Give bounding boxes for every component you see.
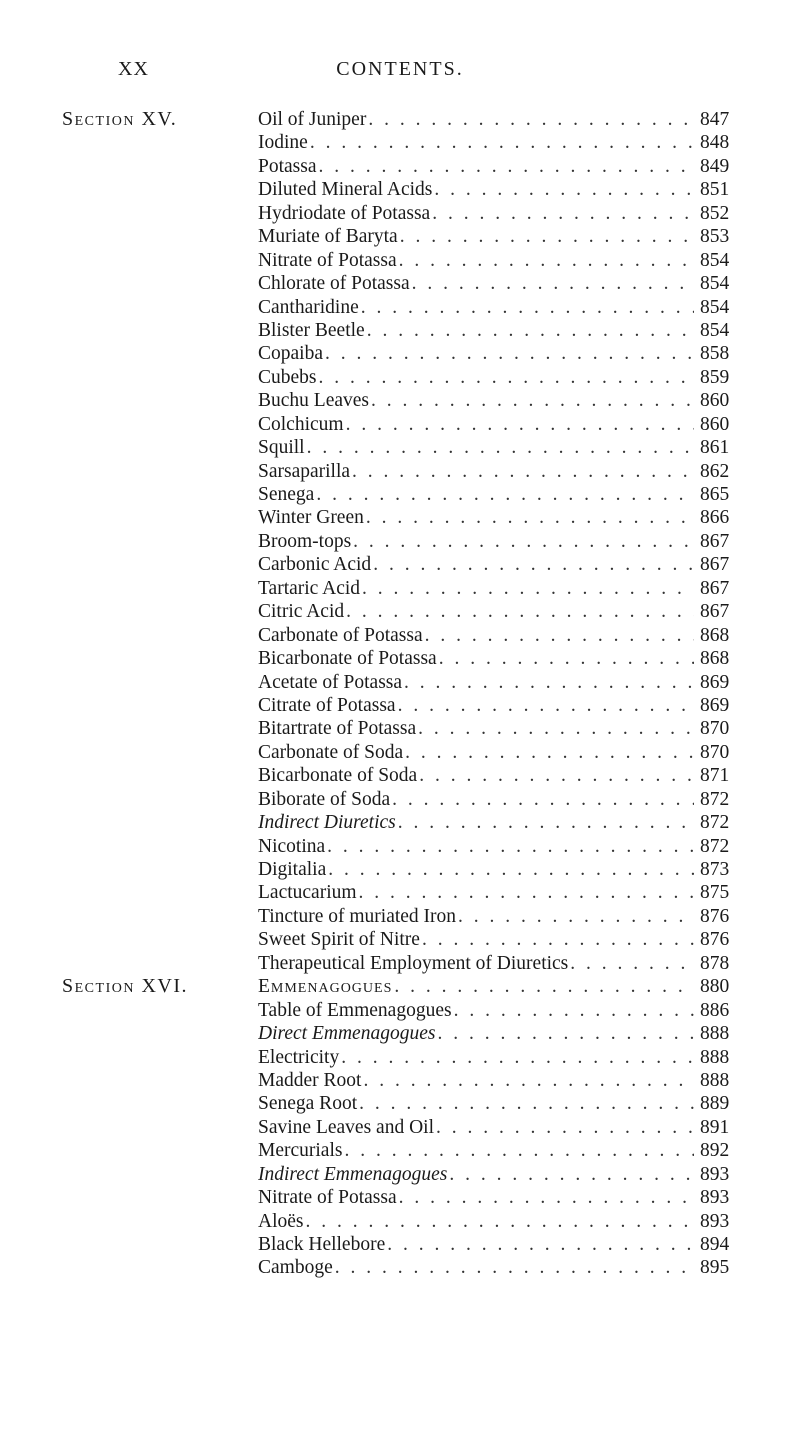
- dot-leader: [405, 741, 694, 764]
- toc-row: [0, 155, 800, 178]
- toc-entry: [258, 811, 694, 834]
- entry-page-number: 871: [700, 765, 730, 787]
- toc-entry: [258, 178, 694, 201]
- section-label: Section XVI.: [62, 975, 188, 998]
- toc-entry: [258, 319, 694, 342]
- toc-row: [0, 553, 800, 576]
- toc-row: [0, 1233, 800, 1256]
- entry-title: Carbonic Acid: [258, 554, 372, 576]
- entry-title: Emmenagogues: [258, 976, 393, 998]
- toc-row: [0, 1092, 800, 1115]
- toc-row: [0, 624, 800, 647]
- dot-leader: [306, 1210, 695, 1233]
- toc-entry: [258, 624, 694, 647]
- entry-title: Chlorate of Potassa: [258, 273, 410, 295]
- entry-title: Aloës: [258, 1210, 304, 1232]
- toc-entry: [258, 1256, 694, 1279]
- entry-title: Therapeutical Employment of Diuretics: [258, 952, 569, 974]
- dot-leader: [418, 717, 694, 740]
- entry-page-number: 865: [700, 484, 730, 505]
- toc-row: [0, 811, 800, 834]
- entry-title: Direct Emmenagogues: [258, 1023, 436, 1045]
- toc-entry: [258, 858, 694, 881]
- entry-page-number: 875: [700, 882, 730, 904]
- toc-entry: [258, 366, 694, 389]
- page-header: [0, 58, 800, 84]
- toc-entry: [258, 647, 694, 670]
- entry-page-number: 861: [700, 437, 730, 459]
- toc-row: [0, 1046, 800, 1069]
- entry-page-number: 872: [700, 788, 730, 810]
- entry-title: Camboge: [258, 1257, 333, 1279]
- entry-title: Tartaric Acid: [258, 577, 361, 599]
- entry-page-number: 848: [700, 132, 730, 154]
- toc-entry: [258, 694, 694, 717]
- dot-leader: [328, 858, 694, 881]
- entry-title: Indirect Diuretics: [258, 812, 396, 834]
- entry-title: Nitrate of Potassa: [258, 1187, 397, 1209]
- toc-entry: [258, 506, 694, 529]
- toc-row: [0, 413, 800, 436]
- toc-entry: [258, 1069, 694, 1092]
- dot-leader: [570, 952, 694, 975]
- entry-page-number: 849: [700, 155, 730, 177]
- entry-page-number: 889: [700, 1093, 730, 1115]
- toc-entry: [258, 928, 694, 951]
- toc-row: [0, 647, 800, 670]
- entry-page-number: 876: [700, 905, 730, 927]
- toc-row: [0, 999, 800, 1022]
- dot-leader: [307, 436, 694, 459]
- toc-row: [0, 366, 800, 389]
- toc-row: [0, 1116, 800, 1139]
- toc-entry: [258, 1233, 694, 1256]
- toc-row: [0, 202, 800, 225]
- entry-title: Muriate of Baryta: [258, 226, 398, 248]
- table-of-contents: [0, 108, 800, 1280]
- dot-leader: [392, 788, 694, 811]
- dot-leader: [352, 460, 694, 483]
- toc-entry: [258, 741, 694, 764]
- entry-title: Squill: [258, 437, 305, 459]
- toc-entry: [258, 1046, 694, 1069]
- dot-leader: [366, 506, 694, 529]
- entry-title: Copaiba: [258, 343, 323, 365]
- toc-row: [0, 272, 800, 295]
- dot-leader: [439, 647, 694, 670]
- toc-row: [0, 506, 800, 529]
- toc-row: [0, 600, 800, 623]
- toc-row: [0, 319, 800, 342]
- entry-page-number: 888: [700, 1023, 730, 1045]
- entry-page-number: 860: [700, 390, 730, 412]
- entry-title: Hydriodate of Potassa: [258, 202, 431, 224]
- entry-page-number: 892: [700, 1140, 730, 1162]
- toc-entry: [258, 1139, 694, 1162]
- entry-page-number: 872: [700, 835, 730, 857]
- toc-row: [0, 460, 800, 483]
- dot-leader: [436, 1116, 694, 1139]
- toc-row: [0, 296, 800, 319]
- toc-row: [0, 389, 800, 412]
- entry-title: Savine Leaves and Oil: [258, 1116, 434, 1138]
- entry-page-number: 886: [700, 999, 730, 1021]
- entry-page-number: 870: [700, 718, 730, 740]
- entry-title: Blister Beetle: [258, 319, 365, 341]
- toc-row: [0, 178, 800, 201]
- dot-leader: [368, 108, 694, 131]
- toc-row: [0, 881, 800, 904]
- dot-leader: [398, 811, 694, 834]
- toc-row: [0, 1139, 800, 1162]
- entry-title: Bicarbonate of Potassa: [258, 648, 437, 670]
- page-number: XX: [118, 58, 149, 80]
- entry-page-number: 878: [700, 952, 730, 974]
- dot-leader: [432, 202, 694, 225]
- toc-entry: [258, 249, 694, 272]
- toc-row: [0, 694, 800, 717]
- toc-row: [0, 835, 800, 858]
- dot-leader: [335, 1256, 694, 1279]
- dot-leader: [363, 1069, 694, 1092]
- toc-row: [0, 1210, 800, 1233]
- toc-row: [0, 249, 800, 272]
- toc-entry: [258, 717, 694, 740]
- toc-row: [0, 1256, 800, 1279]
- dot-leader: [353, 530, 694, 553]
- toc-row: [0, 577, 800, 600]
- entry-title: Digitalia: [258, 859, 327, 880]
- entry-title: Cantharidine: [258, 296, 359, 318]
- toc-entry: [258, 131, 694, 154]
- entry-page-number: 868: [700, 624, 730, 646]
- toc-entry: [258, 975, 694, 998]
- toc-row: [0, 741, 800, 764]
- entry-title: Sarsaparilla: [258, 460, 351, 482]
- toc-row: [0, 952, 800, 975]
- toc-row: [0, 225, 800, 248]
- toc-entry: [258, 342, 694, 365]
- toc-entry: [258, 483, 694, 506]
- toc-entry: [258, 1163, 694, 1186]
- toc-entry: [258, 389, 694, 412]
- entry-page-number: 854: [700, 249, 730, 271]
- toc-row: [0, 342, 800, 365]
- toc-entry: [258, 1186, 694, 1209]
- entry-page-number: 851: [700, 179, 730, 201]
- toc-entry: [258, 108, 694, 131]
- entry-title: Senega: [258, 484, 315, 505]
- toc-row: [0, 671, 800, 694]
- entry-page-number: 867: [700, 577, 730, 599]
- toc-row: [0, 436, 800, 459]
- entry-title: Diluted Mineral Acids: [258, 179, 433, 201]
- entry-page-number: 895: [700, 1257, 730, 1279]
- entry-title: Citrate of Potassa: [258, 694, 396, 716]
- toc-entry: [258, 1022, 694, 1045]
- entry-page-number: 862: [700, 460, 730, 482]
- entry-title: Potassa: [258, 155, 317, 177]
- entry-page-number: 860: [700, 413, 730, 435]
- toc-entry: [258, 881, 694, 904]
- entry-title: Bitartrate of Potassa: [258, 718, 417, 740]
- entry-page-number: 867: [700, 530, 730, 552]
- toc-entry: [258, 296, 694, 319]
- toc-entry: [258, 553, 694, 576]
- toc-entry: [258, 671, 694, 694]
- entry-page-number: 852: [700, 202, 730, 224]
- entry-page-number: 872: [700, 812, 730, 834]
- entry-title: Lactucarium: [258, 882, 357, 904]
- dot-leader: [399, 1186, 694, 1209]
- entry-page-number: 854: [700, 296, 730, 318]
- toc-row: [0, 108, 800, 131]
- dot-leader: [419, 764, 694, 787]
- toc-entry: [258, 1210, 694, 1233]
- entry-page-number: 894: [700, 1234, 730, 1255]
- toc-row: [0, 858, 800, 881]
- entry-title: Buchu Leaves: [258, 390, 370, 412]
- entry-page-number: 858: [700, 343, 730, 365]
- entry-page-number: 853: [700, 226, 730, 248]
- entry-title: Electricity: [258, 1046, 340, 1068]
- entry-page-number: 859: [700, 366, 730, 388]
- dot-leader: [373, 553, 694, 576]
- entry-title: Mercurials: [258, 1140, 343, 1162]
- entry-title: Carbonate of Potassa: [258, 624, 423, 646]
- entry-page-number: 847: [700, 109, 730, 130]
- entry-title: Acetate of Potassa: [258, 671, 403, 693]
- entry-title: Carbonate of Soda: [258, 741, 404, 763]
- entry-title: Black Hellebore: [258, 1234, 386, 1255]
- toc-row: [0, 928, 800, 951]
- entry-title: Cubebs: [258, 366, 317, 388]
- entry-title: Madder Root: [258, 1069, 362, 1091]
- toc-row: [0, 764, 800, 787]
- entry-page-number: 866: [700, 507, 730, 529]
- entry-title: Table of Emmenagogues: [258, 999, 452, 1021]
- toc-entry: [258, 764, 694, 787]
- dot-leader: [400, 225, 694, 248]
- toc-row: [0, 483, 800, 506]
- dot-leader: [458, 905, 694, 928]
- entry-page-number: 876: [700, 929, 730, 951]
- toc-entry: [258, 1092, 694, 1115]
- toc-row: [0, 1163, 800, 1186]
- dot-leader: [404, 671, 694, 694]
- entry-title: Tincture of muriated Iron: [258, 905, 457, 927]
- entry-title: Winter Green: [258, 507, 364, 529]
- dot-leader: [359, 1092, 694, 1115]
- dot-leader: [394, 975, 694, 998]
- entry-page-number: 893: [700, 1210, 730, 1232]
- entry-page-number: 888: [700, 1069, 730, 1091]
- toc-entry: [258, 999, 694, 1022]
- dot-leader: [412, 272, 694, 295]
- toc-row: [0, 530, 800, 553]
- toc-entry: [258, 202, 694, 225]
- dot-leader: [361, 296, 694, 319]
- entry-title: Sweet Spirit of Nitre: [258, 929, 420, 951]
- dot-leader: [346, 413, 694, 436]
- toc-row: [0, 1022, 800, 1045]
- toc-row: [0, 788, 800, 811]
- dot-leader: [449, 1163, 694, 1186]
- dot-leader: [362, 577, 694, 600]
- section-label: Section XV.: [62, 108, 178, 130]
- toc-row: [0, 905, 800, 928]
- toc-entry: [258, 436, 694, 459]
- toc-row: [0, 717, 800, 740]
- dot-leader: [454, 999, 694, 1022]
- dot-leader: [319, 366, 695, 389]
- entry-title: Broom-tops: [258, 530, 352, 552]
- entry-title: Nicotina: [258, 835, 326, 857]
- entry-page-number: 854: [700, 319, 730, 341]
- toc-row: [0, 975, 800, 998]
- dot-leader: [437, 1022, 694, 1045]
- entry-title: Indirect Emmenagogues: [258, 1163, 448, 1185]
- entry-page-number: 880: [700, 976, 730, 998]
- toc-entry: [258, 600, 694, 623]
- entry-page-number: 893: [700, 1187, 730, 1209]
- toc-entry: [258, 225, 694, 248]
- toc-row: [0, 1186, 800, 1209]
- entry-title: Nitrate of Potassa: [258, 249, 397, 271]
- dot-leader: [425, 624, 694, 647]
- entry-page-number: 869: [700, 671, 730, 693]
- entry-page-number: 867: [700, 601, 730, 623]
- entry-page-number: 869: [700, 694, 730, 716]
- toc-row: [0, 1069, 800, 1092]
- entry-page-number: 870: [700, 741, 730, 763]
- toc-entry: [258, 530, 694, 553]
- toc-entry: [258, 835, 694, 858]
- dot-leader: [387, 1233, 694, 1256]
- dot-leader: [367, 319, 694, 342]
- dot-leader: [316, 483, 694, 506]
- toc-entry: [258, 788, 694, 811]
- dot-leader: [346, 600, 694, 623]
- toc-row: [0, 131, 800, 154]
- entry-title: Senega Root: [258, 1093, 358, 1115]
- entry-page-number: 891: [700, 1116, 730, 1138]
- dot-leader: [399, 249, 694, 272]
- entry-title: Bicarbonate of Soda: [258, 765, 418, 787]
- entry-title: Iodine: [258, 132, 308, 154]
- dot-leader: [310, 131, 694, 154]
- dot-leader: [325, 342, 694, 365]
- dot-leader: [434, 178, 694, 201]
- entry-title: Colchicum: [258, 413, 344, 435]
- entry-page-number: 854: [700, 273, 730, 295]
- entry-page-number: 888: [700, 1046, 730, 1068]
- dot-leader: [422, 928, 694, 951]
- dot-leader: [359, 881, 694, 904]
- entry-title: Citric Acid: [258, 601, 345, 623]
- running-title: CONTENTS.: [336, 58, 464, 80]
- dot-leader: [371, 389, 694, 412]
- toc-entry: [258, 272, 694, 295]
- toc-entry: [258, 460, 694, 483]
- toc-entry: [258, 952, 694, 975]
- dot-leader: [319, 155, 695, 178]
- entry-page-number: 868: [700, 648, 730, 670]
- dot-leader: [344, 1139, 694, 1162]
- toc-entry: [258, 905, 694, 928]
- toc-entry: [258, 155, 694, 178]
- dot-leader: [398, 694, 694, 717]
- entry-title: Oil of Juniper: [258, 109, 367, 130]
- dot-leader: [327, 835, 694, 858]
- entry-page-number: 867: [700, 554, 730, 576]
- toc-entry: [258, 1116, 694, 1139]
- entry-page-number: 873: [700, 859, 730, 880]
- entry-page-number: 893: [700, 1163, 730, 1185]
- toc-entry: [258, 577, 694, 600]
- dot-leader: [341, 1046, 694, 1069]
- toc-entry: [258, 413, 694, 436]
- entry-title: Biborate of Soda: [258, 788, 391, 810]
